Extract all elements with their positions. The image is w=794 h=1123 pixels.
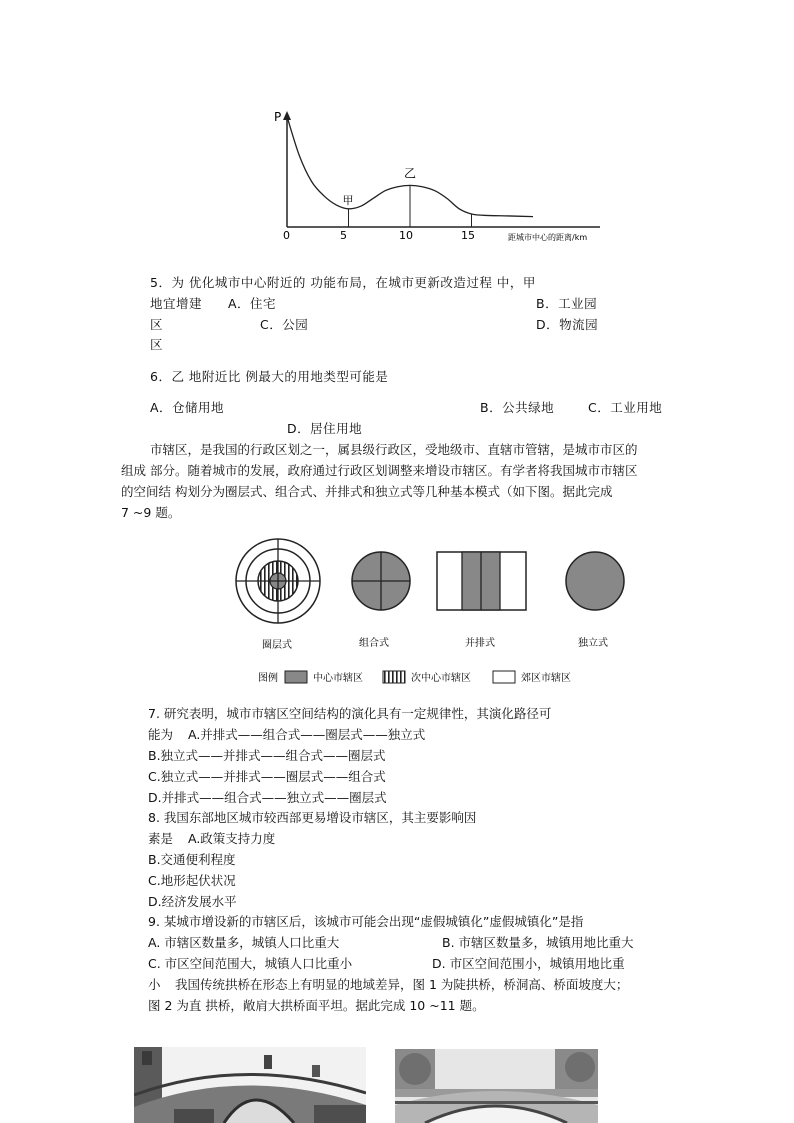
x-tick-label: 10	[399, 229, 413, 242]
annotation-jia: 甲	[342, 193, 354, 207]
q5-option-c: C．公园	[260, 317, 309, 332]
q7-option-d: D.并排式——组合式——独立式——圈层式	[148, 790, 387, 805]
q7-stem-line2: 能为	[148, 727, 174, 742]
q5-option-b: B．工业园	[536, 296, 598, 311]
q8-stem-line1: 8. 我国东部地区城市较西部更易增设市辖区，其主要影响因	[148, 810, 477, 825]
flat-arch-bridge-photo	[395, 1049, 598, 1123]
q5-line2: 地宜增建	[150, 296, 203, 311]
district-models-figure	[228, 538, 628, 688]
q7-option-b: B.独立式——并排式——组合式——圈层式	[148, 748, 386, 763]
x-tick-label: 0	[283, 229, 290, 242]
q7-option-a: A.并排式——组合式——圈层式——独立式	[188, 727, 426, 742]
q6-option-b: B．公共绿地	[480, 400, 555, 415]
q8-option-a: A.政策支持力度	[188, 831, 276, 846]
passage-line-4: 7 ~9 题。	[121, 505, 181, 520]
model-label-independent: 独立式	[578, 638, 608, 649]
x-tick-label: 15	[461, 229, 475, 242]
independent-model-diagram	[566, 552, 624, 610]
q9-stem: 9. 某城市增设新的市辖区后，该城市可能会出现“虚假城镇化”虚假城镇化”是指	[148, 914, 584, 929]
q9-option-b: B. 市辖区数量多，城镇用地比重大	[442, 935, 634, 950]
x-tick-label: 5	[340, 229, 347, 242]
q5-option-a: A．住宅	[228, 296, 277, 311]
q9-option-d: D. 市区空间范围小，城镇用地比重	[432, 956, 625, 971]
q5-option-d-tail: 区	[150, 337, 164, 352]
ring-model-diagram	[236, 539, 320, 623]
q9-option-c: C. 市区空间范围大，城镇人口比重小	[148, 956, 353, 971]
q8-option-c: C.地形起伏状况	[148, 873, 236, 888]
q6-option-c: C．工业用地	[588, 400, 663, 415]
passage-line-1: 市辖区，是我国的行政区划之一，属县级行政区，受地级市、直辖市管辖，是城市市区的	[150, 442, 638, 457]
q9-option-d-tail: 小	[148, 977, 161, 992]
q7-stem-line1: 7. 研究表明，城市市辖区空间结构的演化具有一定规律性，其演化路径可	[148, 706, 552, 721]
distance-line-chart	[270, 105, 610, 245]
model-label-combined: 组合式	[359, 638, 389, 649]
legend-swatch-subcenter	[383, 671, 405, 683]
passage2-line-1: 我国传统拱桥在形态上有明显的地域差异，图 1 为陡拱桥，桥洞高、桥面坡度大；	[175, 977, 629, 992]
q5-option-d: D．物流园	[536, 317, 599, 332]
legend-swatch-center	[285, 671, 307, 683]
parallel-model-diagram	[437, 552, 526, 610]
legend-label-suburb: 郊区市辖区	[521, 673, 571, 684]
q8-option-d: D.经济发展水平	[148, 894, 237, 909]
q5-stem: 5．为 优化城市中心附近的 功能布局，在城市更新改造过程 中，甲	[150, 275, 536, 290]
model-label-ring: 圈层式	[262, 640, 292, 651]
legend-swatch-suburb	[493, 671, 515, 683]
q9-option-a: A. 市辖区数量多，城镇人口比重大	[148, 935, 340, 950]
annotation-yi: 乙	[404, 166, 417, 181]
passage2-line-2: 图 2 为直 拱桥，敞肩大拱桥面平坦。据此完成 10 ~11 题。	[148, 998, 485, 1013]
legend-label-subcenter: 次中心市辖区	[411, 673, 471, 684]
q6-option-d: D．居住用地	[287, 421, 363, 436]
passage-line-2: 组成 部分。随着城市的发展，政府通过行政区划调整来增设市辖区。有学者将我国城市市辖区	[121, 463, 638, 478]
q6-stem: 6．乙 地附近比 例最大的用地类型可能是	[150, 369, 389, 384]
q7-option-c: C.独立式——并排式——圈层式——组合式	[148, 769, 386, 784]
steep-arch-bridge-photo	[134, 1047, 366, 1123]
combined-model-diagram	[352, 552, 410, 610]
passage-line-3: 的空间结 构划分为圈层式、组合式、并排式和独立式等几种基本模式（如下图。据此完成	[121, 484, 613, 499]
q6-option-a: A．仓储用地	[150, 400, 225, 415]
q8-option-b: B.交通便利程度	[148, 852, 236, 867]
q5-option-b-tail: 区	[150, 317, 164, 332]
x-axis-label: 距城市中心的距离/km	[508, 233, 588, 242]
legend-title: 图例	[258, 673, 278, 684]
q8-stem-line2: 素是	[148, 831, 174, 846]
model-label-parallel: 并排式	[465, 638, 495, 649]
y-axis-label: P	[274, 110, 282, 124]
legend-label-center: 中心市辖区	[313, 673, 363, 684]
